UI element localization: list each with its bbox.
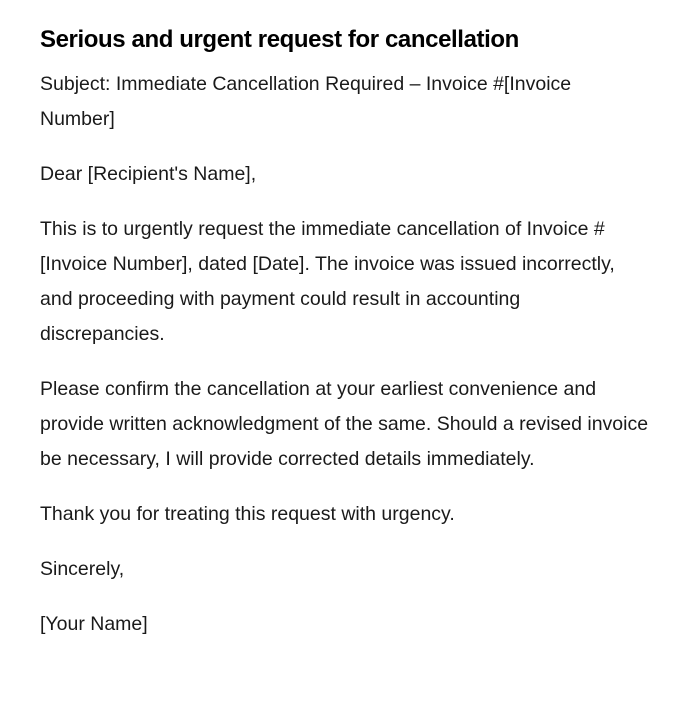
signature: [Your Name] bbox=[40, 613, 148, 635]
body-paragraph-2: Please confirm the cancellation at your earliest convenience and provide written acknowledgment of the same. Should a revised invoice be necessary, I will provide corrected details immediately. bbox=[40, 378, 649, 470]
letter-document bbox=[40, 24, 650, 642]
subject-line: Subject: Immediate Cancellation Required – Invoice #[Invoice Number] bbox=[40, 73, 572, 130]
body-paragraph-3: Thank you for treating this request with urgency. bbox=[40, 503, 455, 525]
closing: Sincerely, bbox=[40, 558, 125, 580]
body-paragraph-1: This is to urgently request the immediate cancellation of Invoice #[Invoice Number], dated [Date]. The invoice was issued incorrectly, and proceeding with payment could result in accounting discrepancies. bbox=[40, 218, 615, 345]
document-title: Serious and urgent request for cancellation bbox=[40, 26, 519, 53]
greeting: Dear [Recipient's Name], bbox=[40, 163, 257, 185]
